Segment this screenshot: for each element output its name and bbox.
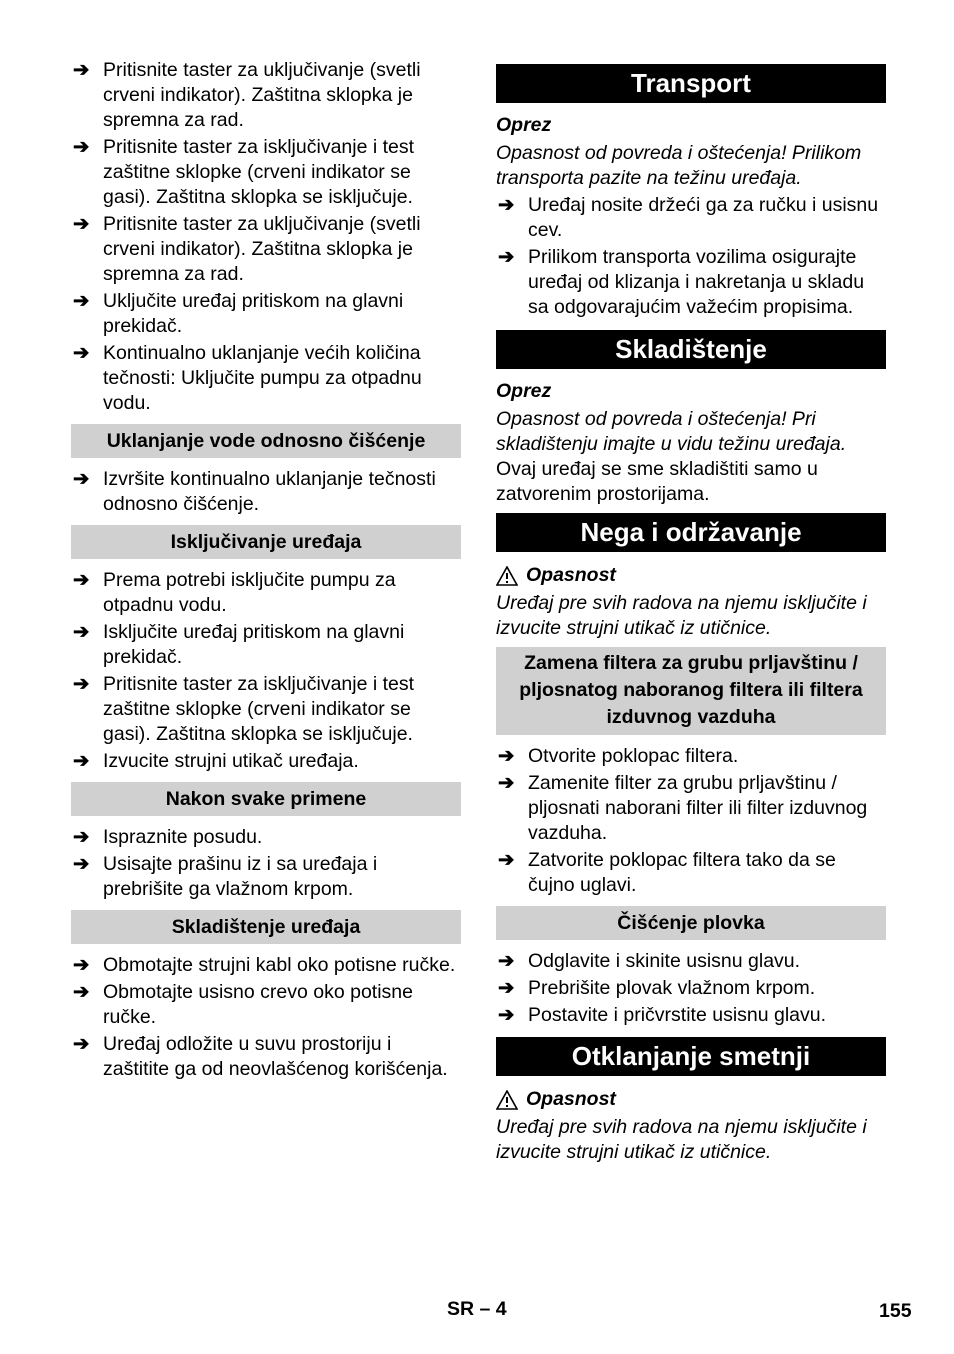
list-item: ➔ Ispraznite posudu. — [73, 826, 263, 848]
arrow-icon: ➔ — [498, 246, 515, 268]
danger-text: Uređaj pre svih radova na njemu isključite i izvucite strujni utikač iz utičnice. — [496, 592, 867, 639]
list-item: ➔ Prebrišite plovak vlažnom krpom. — [498, 977, 816, 999]
arrow-icon: ➔ — [73, 621, 90, 643]
caution-label: Oprez — [496, 114, 552, 136]
list-item: ➔ Postavite i pričvrstite usisnu glavu. — [498, 1004, 827, 1026]
arrow-icon: ➔ — [73, 1033, 90, 1055]
zamena-steps — [496, 744, 886, 898]
danger-label-row — [496, 1087, 886, 1112]
danger-text: Uređaj pre svih radova na njemu isključite i izvucite strujni utikač iz utičnice. — [496, 1116, 867, 1163]
section-heading-skladistenje-uredjaja: Skladištenje uređaja — [71, 910, 461, 944]
section-heading-nakon: Nakon svake primene — [71, 782, 461, 816]
list-item: ➔ Pritisnite taster za isključivanje i test zaštitne sklopke (crveni indikator se gasi). Zaštitna sklopka se isključuje. — [73, 673, 415, 745]
page-number: 155 — [879, 1300, 912, 1322]
list-item: ➔ Uređaj odložite u suvu prostoriju i zaštitite ga od neovlašćenog korišćenja. — [73, 1033, 448, 1080]
list-item: ➔ Isključite uređaj pritiskom na glavni prekidač. — [73, 621, 405, 668]
arrow-icon: ➔ — [73, 981, 90, 1003]
skladistenje-uredjaja-steps — [71, 953, 461, 1082]
arrow-icon: ➔ — [73, 290, 90, 312]
plovak-steps — [496, 949, 886, 1028]
arrow-icon: ➔ — [73, 954, 90, 976]
section-heading-nega: Nega i održavanje — [496, 513, 886, 552]
list-item: ➔ Usisajte prašinu iz i sa uređaja i prebrišite ga vlažnom krpom. — [73, 853, 378, 900]
list-item: ➔ Obmotajte strujni kabl oko potisne ručke. — [73, 954, 456, 976]
uklanjanje-steps — [71, 467, 461, 517]
intro-steps — [71, 58, 461, 416]
footer-section-label: SR – 4 — [447, 1298, 507, 1320]
arrow-icon: ➔ — [73, 342, 90, 364]
iskljucivanje-steps — [71, 568, 461, 774]
section-heading-iskljucivanje: Isključivanje uređaja — [71, 525, 461, 559]
caution-text: Opasnost od povreda i oštećenja! Pri skladištenju imajte u vidu težinu uređaja. — [496, 408, 847, 455]
transport-steps — [496, 193, 886, 320]
list-item: ➔ Prema potrebi isključite pumpu za otpadnu vodu. — [73, 569, 396, 616]
warning-triangle-icon — [496, 1090, 518, 1110]
left-column — [71, 58, 461, 1082]
section-heading-zamena: Zamena filtera za grubu prljavštinu / pljosnatog naboranog filtera ili filtera izduvnog vazduha — [496, 647, 886, 735]
list-item: ➔ Kontinualno uklanjanje većih količina tečnosti: Uključite pumpu za otpadnu vodu. — [73, 342, 422, 414]
arrow-icon: ➔ — [498, 194, 515, 216]
list-item: ➔ Izvucite strujni utikač uređaja. — [73, 750, 359, 772]
list-item: ➔ Uređaj nosite držeći ga za ručku i usisnu cev. — [498, 194, 879, 241]
arrow-icon: ➔ — [73, 136, 90, 158]
list-item: ➔ Zamenite filter za grubu prljavštinu / pljosnati naborani filter ili filter izduvnog vazduha. — [498, 772, 868, 844]
danger-label: Opasnost — [526, 564, 616, 586]
arrow-icon: ➔ — [73, 750, 90, 772]
storage-note: Ovaj uređaj se sme skladištiti samo u zatvorenim prostorijama. — [496, 458, 818, 505]
arrow-icon: ➔ — [73, 468, 90, 490]
caution-text: Opasnost od povreda i oštećenja! Prilikom transporta pazite na težinu uređaja. — [496, 142, 862, 189]
nakon-steps — [71, 825, 461, 902]
arrow-icon: ➔ — [498, 772, 515, 794]
list-item: ➔ Pritisnite taster za uključivanje (svetli crveni indikator). Zaštitna sklopka je spremna za rad. — [73, 213, 421, 285]
section-heading-otklanjanje: Otklanjanje smetnji — [496, 1037, 886, 1076]
section-heading-skladistenje: Skladištenje — [496, 330, 886, 369]
arrow-icon: ➔ — [498, 1004, 515, 1026]
section-heading-transport: Transport — [496, 64, 886, 103]
arrow-icon: ➔ — [498, 950, 515, 972]
list-item: ➔ Prilikom transporta vozilima osigurajte uređaj od klizanja i nakretanja u skladu sa odgovarajućim važećim propisima. — [498, 246, 865, 318]
arrow-icon: ➔ — [498, 849, 515, 871]
caution-label: Oprez — [496, 380, 552, 402]
arrow-icon: ➔ — [498, 745, 515, 767]
arrow-icon: ➔ — [73, 826, 90, 848]
list-item: ➔ Odglavite i skinite usisnu glavu. — [498, 950, 801, 972]
list-item: ➔ Otvorite poklopac filtera. — [498, 745, 739, 767]
arrow-icon: ➔ — [498, 977, 515, 999]
arrow-icon: ➔ — [73, 213, 90, 235]
warning-triangle-icon — [496, 566, 518, 586]
list-item: ➔ Izvršite kontinualno uklanjanje tečnosti odnosno čišćenje. — [73, 468, 436, 515]
section-heading-uklanjanje: Uklanjanje vode odnosno čišćenje — [71, 424, 461, 458]
list-item: ➔ Pritisnite taster za isključivanje i test zaštitne sklopke (crveni indikator se gasi). Zaštitna sklopka se isključuje. — [73, 136, 415, 208]
list-item: ➔ Uključite uređaj pritiskom na glavni prekidač. — [73, 290, 404, 337]
arrow-icon: ➔ — [73, 673, 90, 695]
list-item: ➔ Pritisnite taster za uključivanje (svetli crveni indikator). Zaštitna sklopka je spremna za rad. — [73, 59, 421, 131]
arrow-icon: ➔ — [73, 569, 90, 591]
right-column — [496, 64, 886, 1165]
arrow-icon: ➔ — [73, 59, 90, 81]
section-heading-plovak: Čišćenje plovka — [496, 906, 886, 940]
list-item: ➔ Obmotajte usisno crevo oko potisne ručke. — [73, 981, 414, 1028]
danger-label-row — [496, 563, 886, 588]
arrow-icon: ➔ — [73, 853, 90, 875]
danger-label: Opasnost — [526, 1088, 616, 1110]
list-item: ➔ Zatvorite poklopac filtera tako da se čujno uglavi. — [498, 849, 836, 896]
